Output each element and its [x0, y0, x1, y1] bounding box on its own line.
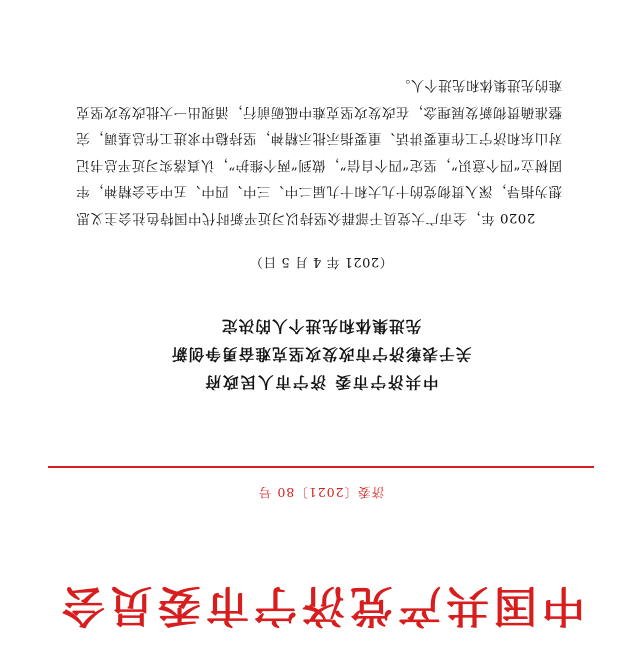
document-title-line-3: 先进集体和先进个人的决定	[220, 317, 422, 336]
document-title-block	[0, 312, 642, 396]
document-date: （2021 年 4 月 5 日）	[249, 254, 393, 269]
document-body-paragraph: 2020 年，全市广大党员干部群众坚持以习近平新时代中国特色社会主义思想为指导，深入贯彻党的十九大和十九届二中、三中、四中、五中全会精神，牢固树立“四个意识”，坚定“四个自信”，做到“两个维护”，认真落实习近平总书记对山东和济宁工作重要讲话、重要指示批示精神，坚持稳中求进工作总基调，完整准确贯彻新发展理念，在改发攻坚克难中砥砺前行，涌现出一大批改发攻坚克难的先进集体和先进个人。	[76, 77, 562, 225]
document-masthead: 中国共产党济宁市委员会	[57, 580, 585, 630]
red-divider-rule	[48, 466, 594, 468]
document-number: 济委〔2021〕80 号	[257, 485, 385, 500]
document-title-line-2: 关于表彰济宁市改发攻坚克难奋勇争创新	[170, 345, 472, 364]
document-body	[76, 71, 562, 230]
document-title-issuer: 中共济宁市委 济宁市人民政府	[203, 373, 439, 392]
